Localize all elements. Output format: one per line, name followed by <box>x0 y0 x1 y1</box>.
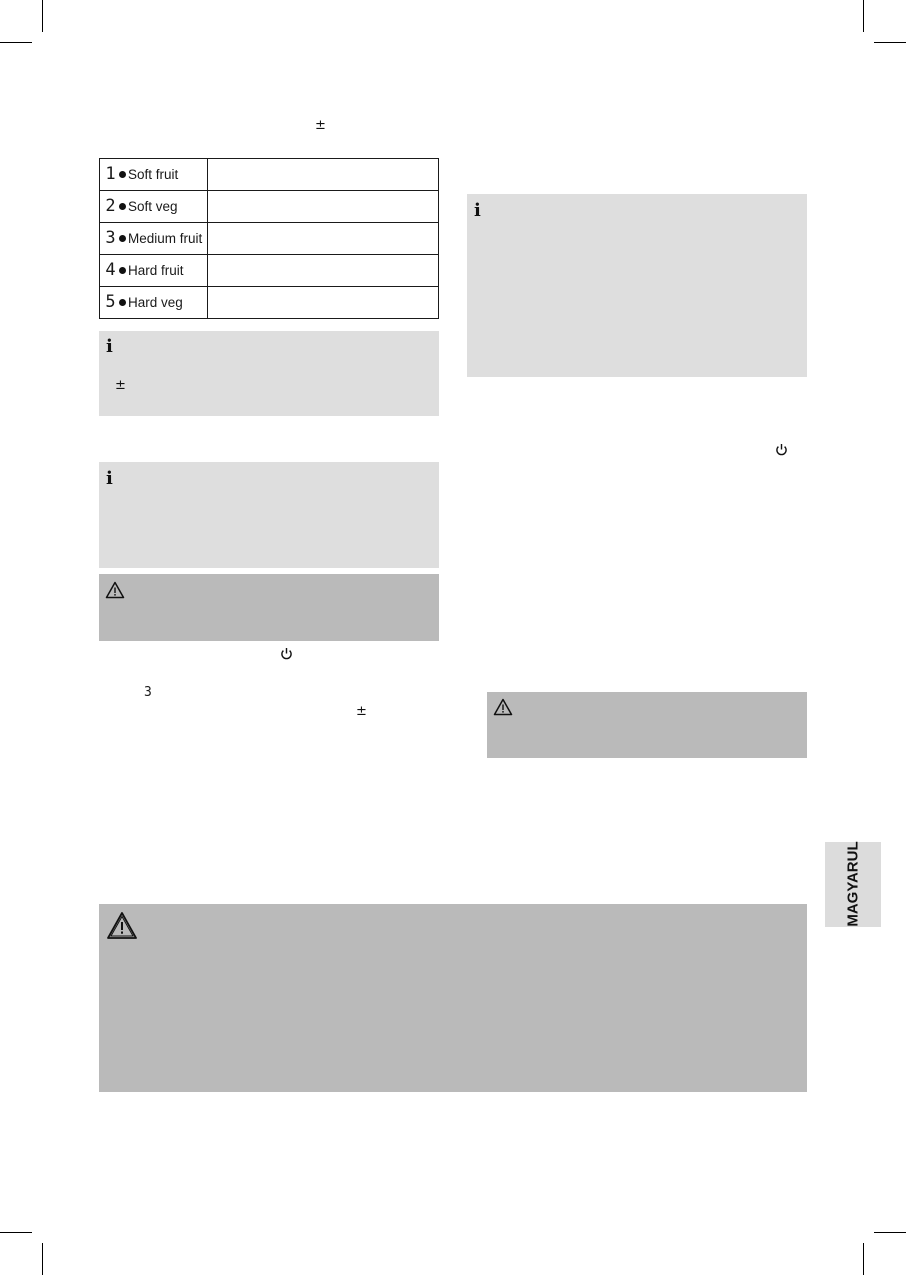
segment-digit: 3 <box>144 685 152 700</box>
crop-mark <box>874 1232 906 1233</box>
note-box <box>99 331 439 416</box>
table-row <box>100 191 439 223</box>
table-cell-empty <box>208 223 439 255</box>
table-cell-empty <box>208 287 439 319</box>
bullet-dot-icon <box>119 235 126 242</box>
table-row <box>100 255 439 287</box>
table-cell-empty <box>208 159 439 191</box>
program-label: Hard veg <box>128 295 183 310</box>
warning-triangle-icon <box>493 698 513 716</box>
program-label: Hard fruit <box>128 263 184 278</box>
crop-mark <box>863 1243 864 1275</box>
table-row <box>100 159 439 191</box>
table-row <box>100 223 439 255</box>
language-tab <box>825 842 881 927</box>
plus-minus-symbol: ± <box>115 378 126 393</box>
program-number: 4 <box>105 260 116 280</box>
warning-box <box>99 904 807 1092</box>
program-number: 5 <box>105 292 116 312</box>
table-cell-empty <box>208 191 439 223</box>
crop-mark <box>0 42 32 43</box>
note-box <box>467 194 807 377</box>
note-box <box>99 462 439 568</box>
bullet-dot-icon <box>119 299 126 306</box>
plus-minus-symbol: ± <box>356 704 367 719</box>
program-number: 2 <box>105 196 116 216</box>
crop-mark <box>0 1232 32 1233</box>
bullet-dot-icon <box>119 171 126 178</box>
warning-triangle-icon <box>106 911 138 940</box>
warning-box <box>487 692 807 758</box>
program-table <box>99 158 439 319</box>
crop-mark <box>42 1243 43 1275</box>
table-cell-empty <box>208 255 439 287</box>
table-row <box>100 287 439 319</box>
bullet-dot-icon <box>119 267 126 274</box>
program-number: 1 <box>105 164 116 184</box>
crop-mark <box>42 0 43 32</box>
power-icon <box>280 647 293 660</box>
program-label: Medium fruit <box>128 231 203 246</box>
power-icon <box>775 443 788 456</box>
program-label: Soft veg <box>128 199 178 214</box>
program-number: 3 <box>105 228 116 248</box>
bullet-dot-icon <box>119 203 126 210</box>
plus-minus-symbol: ± <box>315 118 326 133</box>
warning-triangle-icon <box>105 581 125 599</box>
info-icon: i <box>474 200 481 221</box>
info-icon: i <box>106 468 113 489</box>
program-label: Soft fruit <box>128 167 179 182</box>
language-tab-label: MAGYARUL <box>844 841 862 927</box>
crop-mark <box>863 0 864 32</box>
crop-mark <box>874 42 906 43</box>
warning-box <box>99 574 439 641</box>
info-icon: i <box>106 336 113 357</box>
